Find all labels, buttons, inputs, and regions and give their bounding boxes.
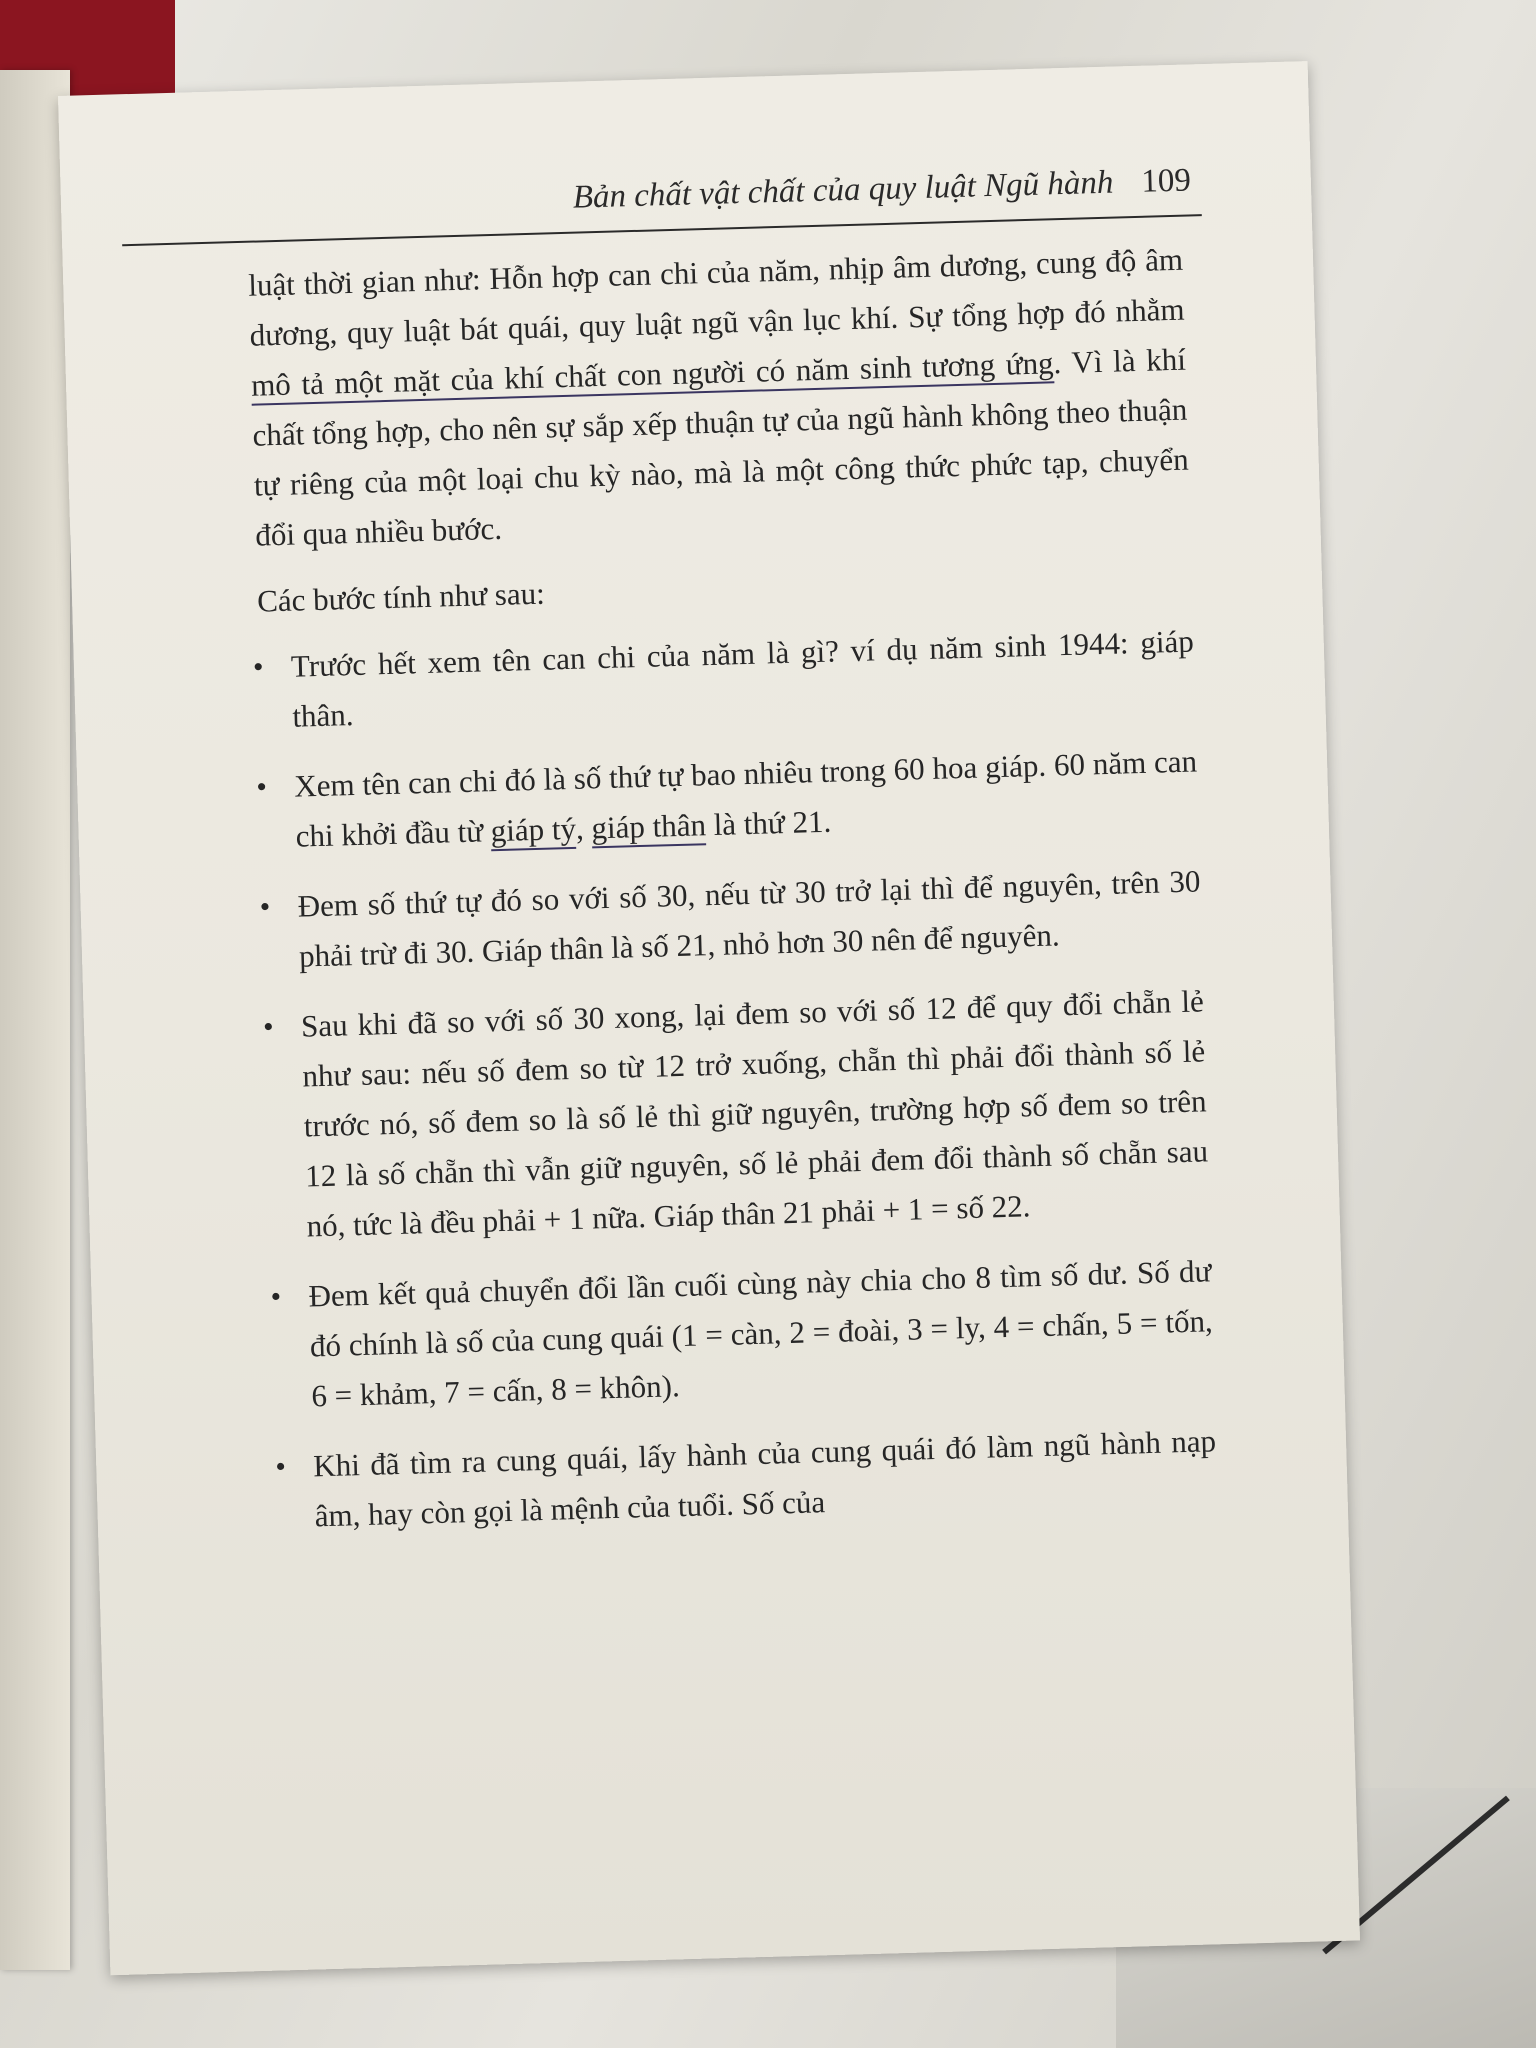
previous-page-edge bbox=[0, 70, 70, 1970]
running-header bbox=[572, 162, 1191, 216]
list-item: • Xem tên can chi đó là số thứ tự bao nhiêu trong 60 hoa giáp. 60 năm can chi khởi đầu từ giáp tý, giáp thân là thứ 21. bbox=[262, 736, 1199, 862]
underlined-phrase: mô tả một mặt của khí chất con người có năm sinh tương ứng bbox=[251, 345, 1054, 405]
steps-heading: Các bước tính như sau: bbox=[256, 575, 546, 619]
list-item: • Sau khi đã so với số 30 xong, lại đem so với số 12 để quy đổi chẵn lẻ như sau: nếu số đem so từ 12 trở xuống, chẵn thì phải đổi thành số lẻ trước nó, số đem so là số lẻ thì giữ nguyên, trường hợp số đem so trên 12 là số chẵn thì vẫn giữ nguyên, số lẻ phải đem đổi thành số chẵn sau nó, tức là đều phải + 1 nữa. Giáp thân 21 phải + 1 = số 22. bbox=[268, 976, 1210, 1252]
page-number: 109 bbox=[1140, 162, 1192, 200]
steps-list bbox=[258, 617, 1218, 1543]
running-title: Bản chất vật chất của quy luật Ngũ hành bbox=[572, 164, 1114, 216]
intro-paragraph: luật thời gian như: Hỗn hợp can chi của năm, nhịp âm dương, cung độ âm dương, quy luật bát quái, quy luật ngũ vận lục khí. Sự tổng hợp đó nhằm mô tả một mặt của khí chất con người có năm sinh tương ứng. Vì là khí chất tổng hợp, cho nên sự sắp xếp thuận tự của ngũ hành không theo thuận tự riêng của một loại chu kỳ nào, mà là một công thức phức tạp, chuyển đổi qua nhiều bước. bbox=[247, 241, 1190, 553]
list-item: • Đem số thứ tự đó so với số 30, nếu từ 30 trở lại thì để nguyên, trên 30 phải trừ đi 30. Giáp thân là số 21, nhỏ hơn 30 nên để nguyên. bbox=[265, 856, 1202, 982]
underlined-phrase: giáp thân bbox=[591, 807, 707, 848]
book-page bbox=[58, 61, 1360, 1975]
list-item: • Đem kết quả chuyển đổi lần cuối cùng này chia cho 8 tìm số dư. Số dư đó chính là số của cung quái (1 = càn, 2 = đoài, 3 = ly, 4 = chấn, 5 = tốn, 6 = khảm, 7 = cấn, 8 = khôn). bbox=[276, 1246, 1215, 1422]
underlined-phrase: giáp tý bbox=[490, 811, 576, 851]
list-item: • Khi đã tìm ra cung quái, lấy hành của cung quái đó làm ngũ hành nạp âm, hay còn gọi là mệnh của tuổi. Số của bbox=[281, 1416, 1218, 1542]
page-body bbox=[248, 235, 1219, 1563]
list-item: • Trước hết xem tên can chi của năm là gì? ví dụ năm sinh 1944: giáp thân. bbox=[258, 617, 1195, 743]
